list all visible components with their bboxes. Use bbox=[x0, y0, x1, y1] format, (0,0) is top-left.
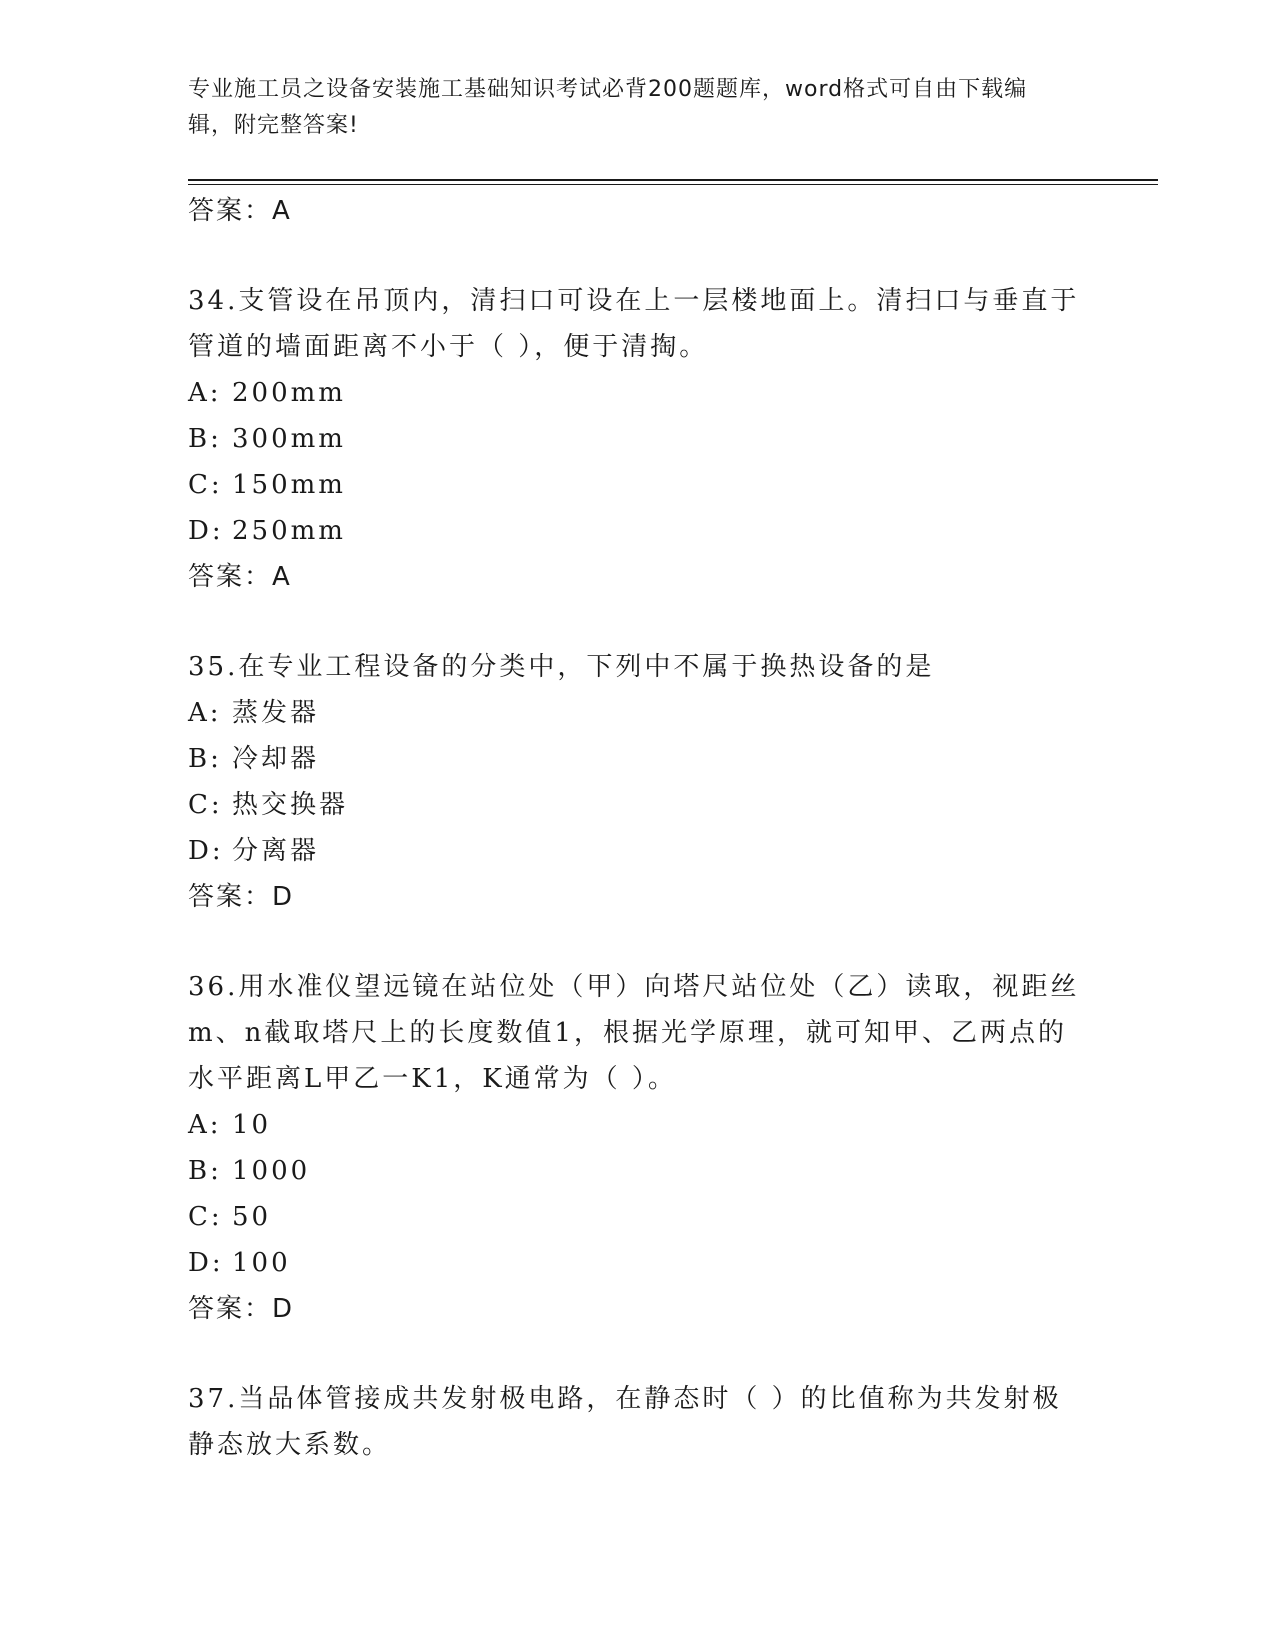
option-item bbox=[188, 1240, 1088, 1286]
header-divider bbox=[188, 179, 1158, 181]
header-divider-thin bbox=[188, 184, 1158, 185]
option-text: 200mm bbox=[232, 378, 346, 408]
option-item bbox=[188, 736, 1088, 782]
option-label: C: bbox=[188, 790, 223, 820]
option-item bbox=[188, 1194, 1088, 1240]
question-text: 37.当品体管接成共发射极电路，在静态时（ ）的比值称为共发射极静态放大系数。 bbox=[188, 1384, 1062, 1460]
answer-line: 答案：A bbox=[188, 196, 292, 226]
option-text: 250mm bbox=[232, 516, 346, 546]
page-header: 专业施工员之设备安装施工基础知识考试必背200题题库，word格式可自由下载编辑，附完整答案! bbox=[188, 77, 1028, 138]
option-label: B: bbox=[188, 1156, 222, 1186]
option-item bbox=[188, 1102, 1088, 1148]
option-text: 300mm bbox=[232, 424, 346, 454]
option-text: 冷却器 bbox=[232, 744, 320, 774]
option-text: 50 bbox=[232, 1202, 272, 1232]
option-label: A: bbox=[188, 1110, 222, 1140]
option-label: D: bbox=[188, 516, 224, 546]
answer-line: 答案：D bbox=[188, 1294, 295, 1324]
option-label: B: bbox=[188, 744, 222, 774]
option-text: 150mm bbox=[232, 470, 346, 500]
option-item bbox=[188, 462, 1088, 508]
option-item bbox=[188, 782, 1088, 828]
option-label: D: bbox=[188, 1248, 224, 1278]
option-text: 热交换器 bbox=[232, 790, 349, 820]
option-text: 分离器 bbox=[232, 836, 320, 866]
question-text: 34.支管设在吊顶内，清扫口可设在上一层楼地面上。清扫口与垂直于管道的墙面距离不小于（ ），便于清掏。 bbox=[188, 286, 1080, 362]
option-text: 100 bbox=[232, 1248, 291, 1278]
option-item bbox=[188, 828, 1088, 874]
question-text: 35.在专业工程设备的分类中，下列中不属于换热设备的是 bbox=[188, 652, 935, 682]
answer-line: 答案：A bbox=[188, 562, 292, 592]
option-item bbox=[188, 1148, 1088, 1194]
option-label: C: bbox=[188, 470, 223, 500]
answer-line: 答案：D bbox=[188, 882, 295, 912]
question-list bbox=[188, 188, 1088, 1468]
option-label: B: bbox=[188, 424, 222, 454]
option-label: D: bbox=[188, 836, 224, 866]
question-text: 36.用水准仪望远镜在站位处（甲）向塔尺站位处（乙）读取，视距丝m、n截取塔尺上的长度数值1，根据光学原理，就可知甲、乙两点的水平距离L甲乙一K1，K通常为（ ）。 bbox=[188, 972, 1080, 1094]
option-text: 10 bbox=[232, 1110, 272, 1140]
option-text: 蒸发器 bbox=[232, 698, 320, 728]
option-label: A: bbox=[188, 698, 222, 728]
option-item bbox=[188, 370, 1088, 416]
option-item bbox=[188, 508, 1088, 554]
option-item bbox=[188, 690, 1088, 736]
option-label: A: bbox=[188, 378, 222, 408]
option-text: 1000 bbox=[232, 1156, 311, 1186]
option-item bbox=[188, 416, 1088, 462]
option-label: C: bbox=[188, 1202, 223, 1232]
